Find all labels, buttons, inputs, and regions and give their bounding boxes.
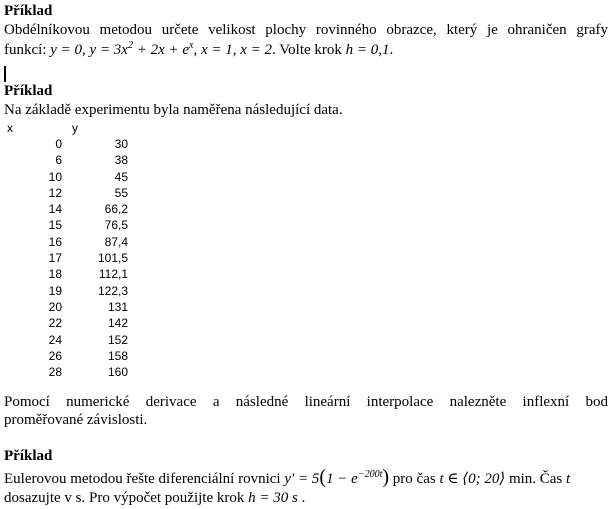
cell-y: 66,2 — [104, 202, 128, 217]
cell-x: 10 — [48, 169, 62, 184]
table-row — [4, 333, 144, 349]
cell-y: 101,5 — [97, 251, 128, 266]
cell-x: 18 — [48, 267, 62, 282]
cell-y: 112,1 — [98, 267, 128, 282]
equation-quadratic-mid: + 2x + e — [132, 42, 190, 58]
example3-line2 — [4, 489, 608, 508]
table-row — [4, 251, 144, 267]
cell-x: 22 — [48, 316, 62, 331]
ode-exponent: −200t — [357, 469, 383, 480]
table-row — [4, 218, 144, 234]
data-table — [4, 121, 144, 381]
step-size: h = 0,1 — [345, 42, 390, 58]
cell-y: 87,4 — [104, 234, 128, 249]
ode-paren-close: ) — [382, 466, 390, 488]
column-header-y: y — [72, 121, 78, 135]
time-interval: t ∈ ⟨0; 20⟩ — [439, 471, 506, 487]
euler-step: h = 30 s — [248, 490, 298, 506]
cell-x: 12 — [48, 185, 62, 200]
cell-y: 152 — [107, 332, 128, 347]
equation-quadratic — [90, 42, 194, 58]
ode-inner: 1 − e — [326, 471, 358, 487]
cell-y: 55 — [114, 185, 128, 200]
example3-line1-mid: pro čas — [392, 471, 440, 487]
example1-line2: funkcí: y = 0, $y = 3x^2 + 2x + e^x$, x = 1, x = 2. Volte krok h = 0,1. — [4, 40, 394, 58]
example2-task-line1: Pomocí numerické derivace a následné lineární interpolace nalezněte inflexní bod — [4, 394, 608, 410]
cell-x: 28 — [48, 365, 62, 380]
cell-y: 122,3 — [97, 283, 128, 298]
table-row — [4, 186, 144, 202]
text-cursor — [4, 66, 6, 82]
cell-y: 76,5 — [104, 218, 128, 233]
ode-lhs: y′ = 5 — [284, 471, 320, 487]
time-variable: t — [566, 471, 571, 487]
cell-y: 30 — [114, 137, 128, 151]
cell-x: 20 — [48, 299, 62, 314]
example3-heading: Příklad — [4, 448, 53, 464]
table-row — [4, 349, 144, 365]
example3-line1 — [4, 468, 608, 489]
table-row — [4, 170, 144, 186]
cell-x: 17 — [48, 251, 62, 266]
example1-heading: Příklad — [4, 3, 53, 19]
cell-y: 45 — [114, 169, 128, 184]
table-row — [4, 235, 144, 251]
cell-x: 0 — [55, 137, 62, 151]
equation-quadratic-exp2: x — [189, 40, 194, 51]
cell-x: 16 — [48, 234, 62, 249]
example3-line1-prefix: Eulerovou metodou řešte diferenciální rovnici — [4, 471, 285, 487]
example3-line1-suffix: min. Čas — [505, 471, 567, 487]
table-row — [4, 153, 144, 169]
cell-x: 14 — [48, 202, 62, 217]
example1-end: . — [389, 42, 394, 58]
table-row — [4, 137, 144, 153]
cell-y: 142 — [107, 316, 128, 331]
equation-x2: x = 2 — [240, 42, 273, 58]
cell-x: 15 — [48, 218, 62, 233]
table-body — [4, 137, 144, 381]
example1-line2-suffix: . Volte krok — [272, 42, 346, 58]
table-row — [4, 316, 144, 332]
cell-y: 158 — [107, 348, 128, 363]
example2-task-line2: proměřované závislosti. — [4, 412, 148, 428]
equation-y0: y = 0 — [50, 42, 83, 58]
cell-x: 19 — [48, 283, 62, 298]
cell-y: 160 — [107, 365, 128, 380]
column-header-x: x — [7, 121, 13, 135]
example2-heading: Příklad — [4, 83, 53, 99]
table-row — [4, 284, 144, 300]
table-row — [4, 267, 144, 283]
equation-quadratic-base: y = 3x — [89, 42, 128, 58]
cell-x: 26 — [48, 348, 62, 363]
table-row — [4, 300, 144, 316]
example1-line2-prefix: funkcí: — [4, 42, 51, 58]
ode-equation — [284, 466, 390, 488]
example2-intro: Na základě experimentu byla naměřena následující data. — [4, 102, 343, 118]
table-row — [4, 365, 144, 381]
example3-line2-prefix: dosazujte v s. Pro výpočet použijte krok — [4, 490, 249, 506]
ode-paren-open: ( — [319, 466, 327, 488]
table-header — [4, 121, 144, 137]
equation-x1: x = 1 — [200, 42, 233, 58]
cell-x: 24 — [48, 332, 62, 347]
example1-line1: Obdélníkovou metodou určete velikost plochy rovinného obrazce, který je ohraničen grafy — [4, 22, 608, 38]
example3-end: . — [297, 490, 306, 506]
cell-y: 131 — [107, 299, 128, 314]
cell-y: 38 — [114, 153, 128, 168]
equation-quadratic-exp: 2 — [127, 40, 133, 51]
cell-x: 6 — [55, 153, 62, 168]
table-row — [4, 202, 144, 218]
